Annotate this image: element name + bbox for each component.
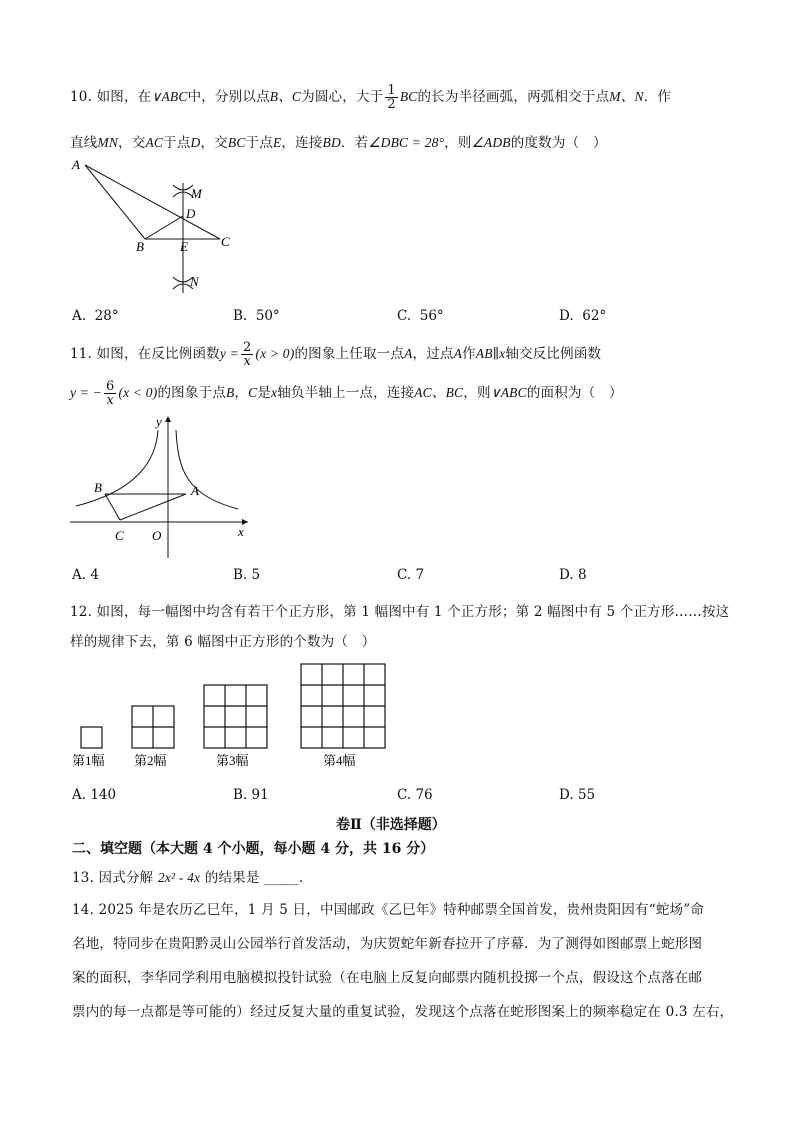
q14-line2: 名地，特同步在贵阳黔灵山公园举行首发活动，为庆贺蛇年新春拉开了序幕．为了测得如图邮票上蛇形图 <box>72 936 703 952</box>
q14-line3: 案的面积，李华同学利用电脑模拟投针试验（在电脑上反复向邮票内随机投掷一个点，假设这个点落在邮 <box>72 970 703 986</box>
q10-option-c[interactable]: C. 56° <box>397 308 444 324</box>
caption-figure-4: 第4幅 <box>323 753 356 768</box>
label-E: E <box>180 239 188 254</box>
q12-figure <box>68 660 398 775</box>
fraction-6-over-x: $\frac{6}{x}$ <box>105 379 115 408</box>
q12-line2: 样的规律下去，第 6 幅图中正方形的个数为（ ） <box>70 634 376 650</box>
q11-line1: 11. 如图，在反比例函数y = $\frac{2}{x}$ (x > 0)的图象上任取一点A，过点A作AB∥x轴交反比例函数 <box>70 340 602 369</box>
label-A: A <box>72 157 80 172</box>
q11-option-c[interactable]: C. 7 <box>397 567 425 583</box>
q13-line: 13. 因式分解 2x² - 4x 的结果是 _____. <box>72 870 304 886</box>
q12-option-b[interactable]: B. 91 <box>233 787 269 803</box>
caption-figure-3: 第3幅 <box>216 753 249 768</box>
q11-option-b[interactable]: B. 5 <box>233 567 261 583</box>
q13-answer-blank[interactable]: _____ <box>264 870 299 886</box>
q10-option-d[interactable]: D. 62° <box>559 308 607 324</box>
label-A: A <box>191 483 199 498</box>
label-y-axis: y <box>156 414 162 429</box>
label-B: B <box>94 480 102 495</box>
label-B: B <box>136 239 144 254</box>
q12-line1: 12. 如图，每一幅图中均含有若干个正方形，第 1 幅图中有 1 个正方形；第 2 幅图中有 5 个正方形……按这 <box>70 604 730 620</box>
label-C: C <box>221 234 230 249</box>
label-x-axis: x <box>238 524 244 539</box>
q11-line2: y = − $\frac{6}{x}$ (x < 0)的图象于点B，C是x轴负半轴上一点，连接AC、BC，则∨ABC的面积为（ ） <box>70 379 623 408</box>
label-N: N <box>190 274 199 289</box>
fraction-half: $\frac{1}{2}$ <box>387 83 396 112</box>
q12-option-d[interactable]: D. 55 <box>559 787 596 803</box>
caption-figure-1: 第1幅 <box>72 753 105 768</box>
caption-figure-2: 第2幅 <box>134 753 167 768</box>
q10-option-a[interactable]: A. 28° <box>72 308 119 324</box>
section-title: 卷Ⅱ（非选择题） <box>336 817 446 833</box>
q11-option-a[interactable]: A. 4 <box>72 567 99 583</box>
label-O: O <box>152 528 162 543</box>
label-C: C <box>115 528 124 543</box>
section-heading: 二、填空题（本大题 4 个小题，每小题 4 分，共 16 分） <box>72 841 435 857</box>
fraction-2-over-x: $\frac{2}{x}$ <box>242 340 252 369</box>
q14-line1: 14. 2025 年是农历乙巳年，1 月 5 日，中国邮政《乙巳年》特种邮票全国首发，贵州贵阳因有“蛇场”命 <box>72 902 705 918</box>
q11-figure <box>68 410 258 560</box>
q14-line4: 票内的每一点都是等可能的）经过反复大量的重复试验，发现这个点落在蛇形图案上的频率稳定在 0.3 左右， <box>72 1004 734 1020</box>
q10-line2: 直线MN，交AC于点D，交BC于点E，连接BD．若∠DBC = 28°，则∠ADB的度数为（ ） <box>70 135 607 151</box>
q10-line1: 10. 如图，在∨ABC中，分别以点B、C为圆心，大于 $\frac{1}{2}$ BC的长为半径画弧，两弧相交于点M、N．作 <box>70 83 672 112</box>
label-M: M <box>191 186 202 201</box>
q11-option-d[interactable]: D. 8 <box>559 567 587 583</box>
q12-option-a[interactable]: A. 140 <box>72 787 117 803</box>
q12-option-c[interactable]: C. 76 <box>397 787 433 803</box>
q10-figure <box>68 155 248 300</box>
label-D: D <box>186 206 196 221</box>
q10-option-b[interactable]: B. 50° <box>233 308 280 324</box>
